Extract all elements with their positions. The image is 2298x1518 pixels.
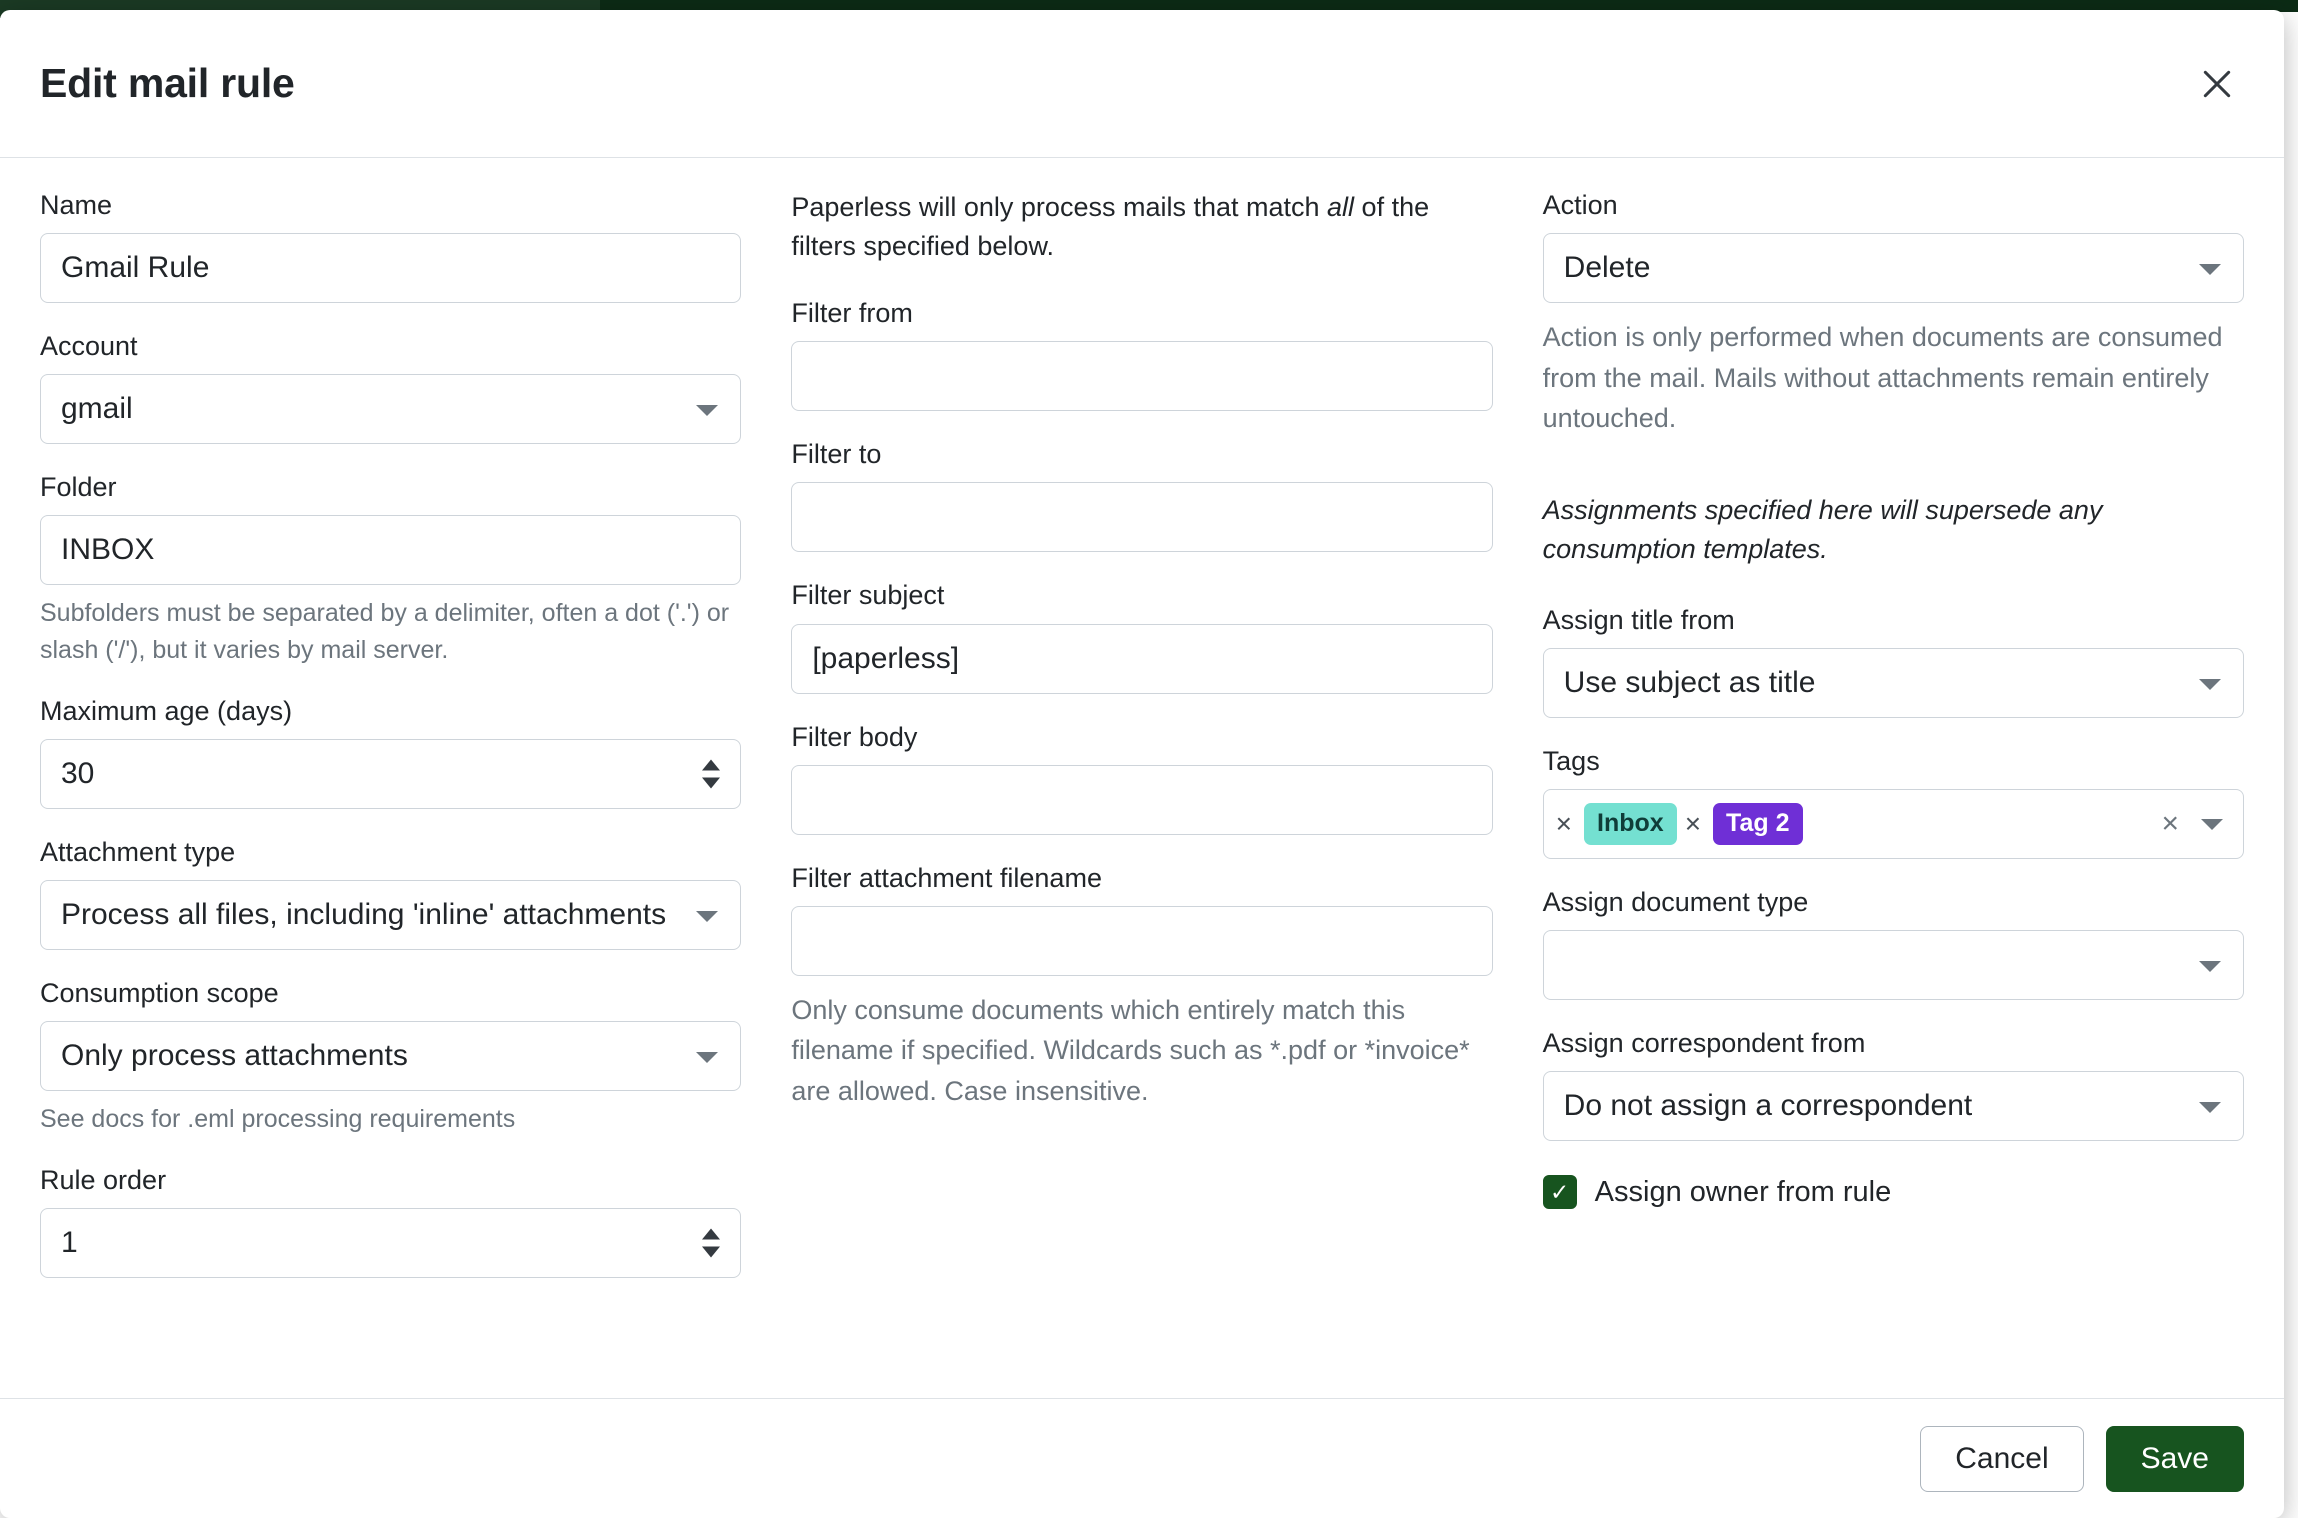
attachment-type-label: Attachment type — [40, 836, 236, 867]
assign-owner-checkbox[interactable]: ✓ — [1543, 1175, 1577, 1209]
field-tags — [1543, 744, 2244, 859]
field-rule-order — [40, 1163, 741, 1278]
assign-title-label: Assign title from — [1542, 604, 1735, 635]
filter-subject-input[interactable]: [paperless] — [791, 624, 1492, 694]
filter-to-input[interactable] — [791, 482, 1492, 552]
chevron-down-icon — [2199, 679, 2221, 690]
chevron-down-icon — [2199, 264, 2221, 275]
cancel-button[interactable]: Cancel — [1920, 1426, 2083, 1492]
folder-input[interactable]: INBOX — [40, 515, 741, 585]
tag-chip — [1554, 803, 1677, 844]
field-folder — [40, 470, 741, 668]
filters-intro-prefix: Paperless will only process mails that match — [791, 192, 1328, 222]
action-select-value: Delete — [1563, 251, 1651, 285]
edit-mail-rule-dialog — [0, 10, 2284, 1518]
column-general — [40, 188, 741, 1398]
filter-attachment-help-text: Only consume documents which entirely match this filename if specified. Wildcards such as *.pdf or *invoice* are allowed. Case insensitive. — [791, 994, 1470, 1106]
chevron-down-icon — [696, 1052, 718, 1063]
field-assign-owner — [1543, 1175, 2244, 1209]
column-actions — [1543, 188, 2244, 1398]
filters-intro-emphasis: all — [1327, 192, 1355, 222]
field-assign-title-from — [1543, 603, 2244, 718]
field-filter-from — [791, 296, 1492, 411]
close-icon[interactable] — [2190, 57, 2244, 111]
tags-input[interactable] — [1543, 789, 2244, 859]
filter-attachment-filename-input[interactable] — [791, 906, 1492, 976]
folder-label: Folder — [40, 472, 117, 503]
dialog-header — [0, 10, 2284, 158]
action-select[interactable] — [1543, 233, 2244, 303]
assign-correspondent-label: Assign correspondent from — [1542, 1028, 1866, 1059]
field-filter-attachment-filename — [791, 861, 1492, 1112]
action-help-text: Action is only performed when documents are consumed from the mail. Mails without attachments remain entirely untouched. — [1542, 322, 2223, 434]
consumption-scope-label: Consumption scope — [40, 977, 279, 1008]
consumption-scope-select[interactable] — [40, 1021, 741, 1091]
consumption-scope-value: Only process attachments — [61, 1039, 408, 1073]
account-select[interactable] — [40, 374, 741, 444]
stepper-arrows-icon[interactable] — [702, 759, 720, 788]
assign-document-type-label: Assign document type — [1542, 887, 1809, 918]
stepper-arrows-icon[interactable] — [702, 1229, 720, 1258]
chevron-down-icon[interactable] — [2201, 819, 2223, 830]
name-input[interactable]: Gmail Rule — [40, 233, 741, 303]
rule-order-value: 1 — [61, 1226, 78, 1260]
page-title: Edit mail rule — [40, 60, 295, 106]
account-label: Account — [40, 331, 138, 362]
filters-intro-suffix: of the filters specified below. — [791, 192, 1430, 262]
account-select-value: gmail — [61, 392, 133, 426]
filters-intro-text — [791, 188, 1492, 266]
tags-controls — [2161, 809, 2229, 839]
chevron-down-icon — [696, 405, 718, 416]
filter-from-input[interactable] — [791, 341, 1492, 411]
attachment-type-select[interactable] — [40, 880, 741, 950]
max-age-label: Maximum age (days) — [40, 695, 293, 726]
dialog-footer — [0, 1398, 2284, 1518]
remove-tag-icon[interactable]: × — [1684, 808, 1702, 840]
filter-body-input[interactable] — [791, 765, 1492, 835]
assign-title-value: Use subject as title — [1563, 665, 1816, 699]
filter-from-label: Filter from — [791, 298, 913, 329]
dialog-body — [0, 158, 2284, 1398]
field-max-age — [40, 694, 741, 809]
field-consumption-scope — [40, 976, 741, 1137]
assign-document-type-select[interactable] — [1543, 930, 2244, 1000]
tag-label: Inbox — [1584, 803, 1677, 844]
filter-subject-label: Filter subject — [791, 580, 945, 611]
field-filter-subject — [791, 578, 1492, 693]
column-filters — [791, 188, 1492, 1398]
field-filter-body — [791, 720, 1492, 835]
max-age-value: 30 — [61, 756, 95, 790]
tags-label: Tags — [1542, 745, 1600, 776]
attachment-type-value: Process all files, including 'inline' attachments — [61, 897, 667, 931]
field-attachment-type — [40, 835, 741, 950]
field-action — [1543, 188, 2244, 439]
save-button[interactable]: Save — [2106, 1426, 2244, 1492]
remove-tag-icon[interactable]: × — [1555, 808, 1573, 840]
folder-help-text: Subfolders must be separated by a delimiter, often a dot ('.') or slash ('/'), but it varies by mail server. — [40, 599, 730, 664]
chevron-down-icon — [696, 911, 718, 922]
field-account — [40, 329, 741, 444]
action-label: Action — [1542, 190, 1618, 220]
assign-correspondent-select[interactable] — [1543, 1071, 2244, 1141]
filter-body-label: Filter body — [791, 721, 918, 752]
clear-tags-icon[interactable]: × — [2161, 807, 2179, 841]
assign-owner-label: Assign owner from rule — [1594, 1175, 1892, 1208]
field-assign-correspondent — [1543, 1026, 2244, 1141]
filter-to-label: Filter to — [791, 439, 882, 470]
max-age-stepper[interactable] — [40, 739, 741, 809]
field-filter-to — [791, 437, 1492, 552]
name-label: Name — [40, 190, 113, 220]
assign-correspondent-value: Do not assign a correspondent — [1563, 1089, 1973, 1123]
rule-order-stepper[interactable] — [40, 1208, 741, 1278]
chevron-down-icon — [2199, 1102, 2221, 1113]
assign-title-select[interactable] — [1543, 648, 2244, 718]
consumption-scope-help-text: See docs for .eml processing requirements — [40, 1105, 516, 1134]
rule-order-label: Rule order — [40, 1165, 167, 1196]
tag-label: Tag 2 — [1713, 803, 1802, 844]
chevron-down-icon — [2199, 961, 2221, 972]
field-assign-document-type — [1543, 885, 2244, 1000]
field-name — [40, 188, 741, 303]
filter-attachment-filename-label: Filter attachment filename — [791, 862, 1102, 893]
tag-chip — [1683, 803, 1803, 844]
assignments-note: Assignments specified here will supersede any consumption templates. — [1542, 494, 2103, 564]
